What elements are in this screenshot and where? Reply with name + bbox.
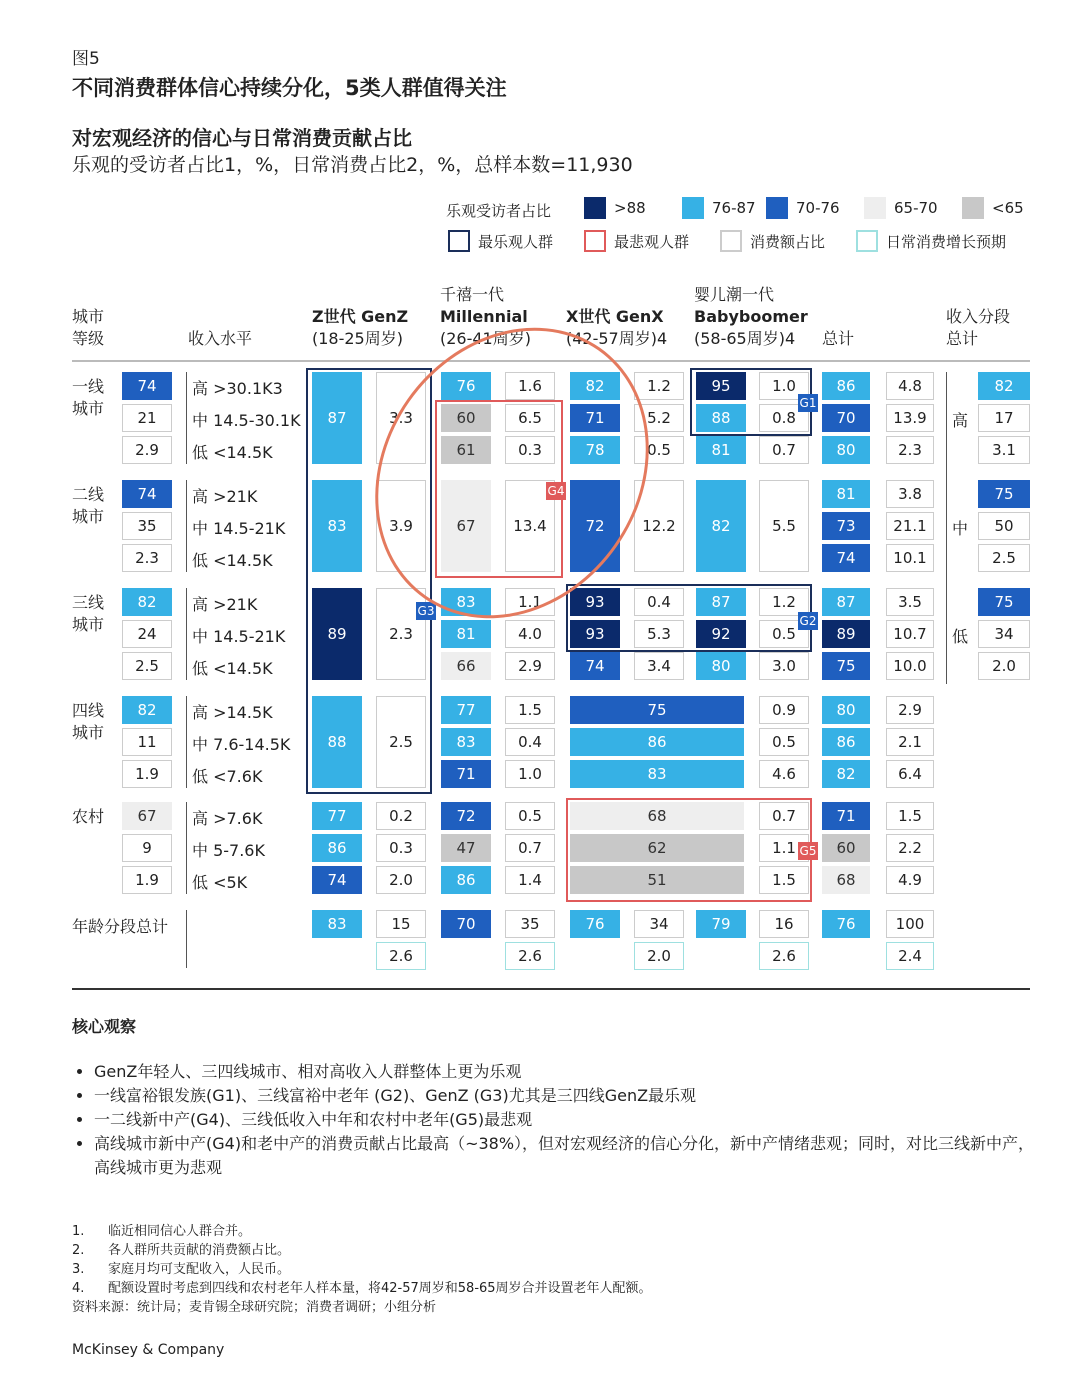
income-divider (186, 372, 187, 464)
spend-share-cell: 2.1 (886, 728, 934, 756)
optimism-cell: 74 (570, 652, 620, 680)
optimism-cell: 60 (822, 834, 870, 862)
header-line: (42-57周岁)4 (566, 329, 668, 348)
observations-list (72, 1060, 1044, 1180)
spend-share-cell: 21.1 (886, 512, 934, 540)
legend-box (856, 230, 1006, 252)
header-line: (26-41周岁) (440, 329, 531, 348)
header-total (822, 328, 854, 350)
spend-share-cell: 0.3 (376, 834, 426, 862)
city-share-cell: 11 (122, 728, 172, 756)
city-share-cell: 74 (122, 480, 172, 508)
source-line: 资料来源：统计局；麦肯锡全球研究院；消费者调研；小组分析 (72, 1300, 437, 1315)
city-share-cell: 1.9 (122, 760, 172, 788)
spend-share-cell: 0.4 (634, 588, 684, 616)
income-tier-label: 中 (952, 519, 969, 538)
legend-box (448, 230, 553, 252)
legend-bin-label: 65-70 (894, 199, 938, 217)
spend-share-cell: 1.2 (759, 588, 809, 616)
observation-item: • 高线城市新中产(G4)和老中产的消费贡献占比最高（~38%），但对宏观经济的信心分化，新中产情绪悲观；同时，对比三线新中产，高线城市更为悲观 (94, 1132, 1044, 1180)
income-divider (186, 480, 187, 572)
observation-item: • GenZ年轻人、三四线城市、相对高收入人群整体上更为乐观 (94, 1060, 1044, 1084)
optimism-cell: 80 (822, 436, 870, 464)
age-total-optimism-cell: 76 (822, 910, 870, 938)
city-label (72, 376, 112, 420)
city-label (72, 700, 112, 744)
optimism-cell: 89 (312, 588, 362, 680)
optimism-cell: 51 (570, 866, 744, 894)
legend-bin-label: 70-76 (796, 199, 840, 217)
legend-box-swatch (584, 230, 606, 252)
spend-share-cell: 1.0 (505, 760, 555, 788)
income-label: 低 <14.5K (192, 659, 273, 678)
optimism-cell: 68 (570, 802, 744, 830)
header-line: 收入水平 (188, 329, 253, 348)
income-label: 中 14.5-30.1K (192, 411, 301, 430)
legend-bin-label: >88 (614, 199, 646, 217)
optimism-cell: 86 (312, 834, 362, 862)
city-share-cell: 2.3 (122, 544, 172, 572)
spend-share-cell: 0.7 (759, 436, 809, 464)
legend-box-swatch (720, 230, 742, 252)
income-total-cell: 17 (978, 404, 1030, 432)
header-line: 城市 (72, 307, 105, 326)
header-line: 千禧一代 (440, 285, 505, 304)
optimism-cell: 87 (822, 588, 870, 616)
city-share-cell: 82 (122, 696, 172, 724)
spend-share-cell: 0.5 (759, 620, 809, 648)
legend-bin (584, 197, 646, 219)
optimism-cell: 89 (822, 620, 870, 648)
city-share-cell: 2.5 (122, 652, 172, 680)
group-tag-g4: G4 (547, 484, 565, 498)
optimism-cell: 75 (570, 696, 744, 724)
spend-share-cell: 1.4 (505, 866, 555, 894)
city-share-cell: 2.9 (122, 436, 172, 464)
spend-share-cell: 1.1 (759, 834, 809, 862)
optimism-cell: 72 (441, 802, 491, 830)
city-share-cell: 35 (122, 512, 172, 540)
age-total-optimism-cell: 70 (441, 910, 491, 938)
footnote-number: 3. (72, 1262, 85, 1277)
header-line: Babyboomer (694, 307, 808, 326)
legend-label: 乐观受访者占比 (446, 202, 552, 220)
legend-bin (864, 197, 938, 219)
group-outline-g2 (566, 584, 812, 652)
spend-share-cell: 1.0 (759, 372, 809, 400)
optimism-cell: 61 (441, 436, 491, 464)
income-tier-label: 低 (952, 627, 969, 646)
optimism-cell: 77 (441, 696, 491, 724)
legend-box-label: 日常消费增长预期 (886, 232, 1007, 251)
income-label: 高 >21K (192, 595, 258, 614)
income-label: 中 5-7.6K (192, 841, 265, 860)
legend-swatch (584, 197, 606, 219)
spend-share-cell: 10.1 (886, 544, 934, 572)
observation-item: • 一二线新中产(G4)、三线低收入中年和农村中老年(G5)最悲观 (94, 1108, 1044, 1132)
spend-share-cell: 2.0 (376, 866, 426, 894)
city-label (72, 484, 112, 528)
spend-share-cell: 1.5 (759, 866, 809, 894)
optimism-cell: 80 (822, 696, 870, 724)
spend-share-cell: 1.5 (505, 696, 555, 724)
spend-share-cell: 10.7 (886, 620, 934, 648)
income-total-divider (946, 372, 947, 684)
spend-share-cell: 0.4 (505, 728, 555, 756)
spend-share-cell: 0.2 (376, 802, 426, 830)
legend-box-label: 最乐观人群 (478, 232, 554, 251)
optimism-cell: 83 (441, 728, 491, 756)
optimism-cell: 81 (441, 620, 491, 648)
spend-share-cell: 4.0 (505, 620, 555, 648)
optimism-cell: 95 (696, 372, 746, 400)
income-total-cell: 50 (978, 512, 1030, 540)
group-tag-g3: G3 (417, 604, 435, 618)
city-share-cell: 74 (122, 372, 172, 400)
spend-share-cell: 2.9 (886, 696, 934, 724)
age-total-growth-cell: 2.6 (376, 942, 426, 970)
optimism-cell: 62 (570, 834, 744, 862)
city-label-line: 二线 (72, 485, 105, 504)
optimism-cell: 74 (822, 544, 870, 572)
age-total-optimism-cell: 79 (696, 910, 746, 938)
group-tag-g2: G2 (799, 614, 817, 628)
optimism-cell: 60 (441, 404, 491, 432)
optimism-cell: 73 (822, 512, 870, 540)
age-totals-divider (186, 910, 187, 968)
optimism-cell: 93 (570, 588, 620, 616)
optimism-cell: 77 (312, 802, 362, 830)
legend-box (720, 230, 825, 252)
income-label: 高 >30.1K3 (192, 379, 283, 398)
footnote-text: 配额设置时考虑到四线和农村老年人样本量，将42-57周岁和58-65周岁合并设置老年人配额。 (108, 1281, 652, 1296)
header-income (188, 328, 252, 350)
spend-share-cell: 5.3 (634, 620, 684, 648)
observations-title: 核心观察 (72, 1017, 137, 1036)
income-total-cell: 34 (978, 620, 1030, 648)
spend-share-cell: 10.0 (886, 652, 934, 680)
spend-share-cell: 3.3 (376, 372, 426, 464)
optimism-cell: 76 (441, 372, 491, 400)
spend-share-cell: 2.3 (886, 436, 934, 464)
age-totals-label: 年龄分段总计 (72, 917, 169, 936)
income-tier-label: 高 (952, 411, 969, 430)
brand-footer: McKinsey & Company (72, 1342, 225, 1358)
header-genz (312, 306, 408, 350)
figure-label: 图5 (72, 49, 100, 69)
optimism-cell: 70 (822, 404, 870, 432)
optimism-cell: 72 (570, 480, 620, 572)
optimism-cell: 82 (570, 372, 620, 400)
footnote-text: 家庭月均可支配收入，人民币。 (108, 1262, 291, 1277)
optimism-cell: 74 (312, 866, 362, 894)
spend-share-cell: 3.5 (886, 588, 934, 616)
age-total-share-cell: 16 (759, 910, 809, 938)
income-divider (186, 696, 187, 788)
optimism-cell: 88 (696, 404, 746, 432)
income-divider (186, 802, 187, 894)
legend-swatch (962, 197, 984, 219)
optimism-cell: 93 (570, 620, 620, 648)
legend-bin (766, 197, 840, 219)
age-total-optimism-cell: 83 (312, 910, 362, 938)
income-label: 中 14.5-21K (192, 627, 286, 646)
legend-box-swatch (448, 230, 470, 252)
income-total-cell: 2.0 (978, 652, 1030, 680)
spend-share-cell: 2.5 (376, 696, 426, 788)
legend-box-label: 消费额占比 (750, 232, 826, 251)
legend-bin-label: <65 (992, 199, 1024, 217)
city-label-line: 三线 (72, 593, 105, 612)
income-label: 低 <14.5K (192, 443, 273, 462)
footnote-number: 1. (72, 1224, 85, 1239)
spend-share-cell: 1.2 (634, 372, 684, 400)
group-tag-g1: G1 (799, 396, 817, 410)
spend-share-cell: 0.5 (759, 728, 809, 756)
header-line: X世代 GenX (566, 307, 664, 326)
footnote-text: 各人群所共贡献的消费额占比。 (108, 1243, 291, 1258)
spend-share-cell: 0.8 (759, 404, 809, 432)
age-total-share-cell: 34 (634, 910, 684, 938)
legend-swatch (682, 197, 704, 219)
divider (72, 988, 1030, 990)
spend-share-cell: 3.8 (886, 480, 934, 508)
legend-swatch (766, 197, 788, 219)
spend-share-cell: 6.4 (886, 760, 934, 788)
income-label: 高 >21K (192, 487, 258, 506)
city-share-cell: 67 (122, 802, 172, 830)
header-line: (18-25周岁) (312, 329, 403, 348)
optimism-cell: 87 (312, 372, 362, 464)
income-label: 高 >7.6K (192, 809, 263, 828)
optimism-cell: 71 (822, 802, 870, 830)
spend-share-cell: 5.5 (759, 480, 809, 572)
city-share-cell: 24 (122, 620, 172, 648)
spend-share-cell: 0.9 (759, 696, 809, 724)
group-outline-g5 (566, 798, 812, 902)
city-label-line: 一线 (72, 377, 105, 396)
optimism-cell: 83 (441, 588, 491, 616)
spend-share-cell: 5.2 (634, 404, 684, 432)
header-line: 等级 (72, 329, 105, 348)
income-total-cell: 82 (978, 372, 1030, 400)
main-title: 不同消费群体信心持续分化，5类人群值得关注 (72, 76, 507, 100)
income-total-cell: 75 (978, 480, 1030, 508)
spend-share-cell: 0.5 (505, 802, 555, 830)
header-line: Z世代 GenZ (312, 307, 409, 326)
legend-box (584, 230, 689, 252)
optimism-cell: 81 (696, 436, 746, 464)
age-total-growth-cell: 2.0 (634, 942, 684, 970)
city-share-cell: 82 (122, 588, 172, 616)
city-label-line: 城市 (72, 507, 105, 526)
legend-box-swatch (856, 230, 878, 252)
header-line: Millennial (440, 307, 528, 326)
spend-share-cell: 2.2 (886, 834, 934, 862)
chart-subtitle: 对宏观经济的信心与日常消费贡献占比 (72, 126, 412, 150)
spend-share-cell: 3.4 (634, 652, 684, 680)
income-total-cell: 3.1 (978, 436, 1030, 464)
city-label (72, 592, 112, 636)
income-divider (186, 588, 187, 680)
header-city (72, 306, 104, 350)
city-label-line: 城市 (72, 615, 105, 634)
age-total-growth-cell: 2.6 (505, 942, 555, 970)
optimism-cell: 66 (441, 652, 491, 680)
city-label-line: 四线 (72, 701, 105, 720)
optimism-cell: 71 (441, 760, 491, 788)
optimism-cell: 78 (570, 436, 620, 464)
group-tag-g5: G5 (799, 844, 817, 858)
header-income-total (946, 306, 1010, 350)
city-share-cell: 9 (122, 834, 172, 862)
optimism-cell: 86 (441, 866, 491, 894)
observation-item: • 一线富裕银发族(G1)、三线富裕中老年 (G2)、GenZ (G3)尤其是三四线GenZ最乐观 (94, 1084, 1044, 1108)
spend-share-cell: 1.1 (505, 588, 555, 616)
spend-share-cell: 1.5 (886, 802, 934, 830)
legend-box-label: 最悲观人群 (614, 232, 690, 251)
optimism-cell: 86 (822, 372, 870, 400)
spend-share-cell: 3.9 (376, 480, 426, 572)
city-label-line: 农村 (72, 807, 105, 826)
income-label: 中 14.5-21K (192, 519, 286, 538)
city-label-line: 城市 (72, 399, 105, 418)
income-label: 高 >14.5K (192, 703, 273, 722)
legend-bin-label: 76-87 (712, 199, 756, 217)
spend-share-cell: 13.9 (886, 404, 934, 432)
optimism-cell: 47 (441, 834, 491, 862)
optimism-cell: 83 (570, 760, 744, 788)
header-line: 总计 (822, 329, 855, 348)
age-total-optimism-cell: 76 (570, 910, 620, 938)
spend-share-cell: 4.9 (886, 866, 934, 894)
city-label (72, 806, 112, 828)
income-total-cell: 2.5 (978, 544, 1030, 572)
optimism-cell: 67 (441, 480, 491, 572)
spend-share-cell: 13.4 (505, 480, 555, 572)
units-line: 乐观的受访者占比1，%，日常消费占比2，%，总样本数=11,930 (72, 154, 633, 176)
age-total-share-cell: 100 (886, 910, 934, 938)
spend-share-cell: 12.2 (634, 480, 684, 572)
spend-share-cell: 2.3 (376, 588, 426, 680)
spend-share-cell: 0.3 (505, 436, 555, 464)
age-total-share-cell: 15 (376, 910, 426, 938)
income-total-cell: 75 (978, 588, 1030, 616)
optimism-cell: 68 (822, 866, 870, 894)
legend-bin (962, 197, 1024, 219)
optimism-cell: 88 (312, 696, 362, 788)
income-label: 低 <5K (192, 873, 248, 892)
header-line: (58-65周岁)4 (694, 329, 796, 348)
optimism-cell: 83 (312, 480, 362, 572)
spend-share-cell: 2.9 (505, 652, 555, 680)
footnote-text: 临近相同信心人群合并。 (108, 1224, 252, 1239)
footnote-number: 4. (72, 1281, 85, 1296)
spend-share-cell: 0.7 (759, 802, 809, 830)
spend-share-cell: 4.8 (886, 372, 934, 400)
spend-share-cell: 0.5 (634, 436, 684, 464)
age-total-growth-cell: 2.4 (886, 942, 934, 970)
income-label: 中 7.6-14.5K (192, 735, 291, 754)
city-share-cell: 21 (122, 404, 172, 432)
optimism-cell: 86 (570, 728, 744, 756)
income-label: 低 <7.6K (192, 767, 263, 786)
city-share-cell: 1.9 (122, 866, 172, 894)
header-line: 收入分段 (946, 307, 1011, 326)
optimism-cell: 71 (570, 404, 620, 432)
spend-share-cell: 3.0 (759, 652, 809, 680)
optimism-cell: 81 (822, 480, 870, 508)
legend-bin (682, 197, 756, 219)
age-total-share-cell: 35 (505, 910, 555, 938)
optimism-cell: 86 (822, 728, 870, 756)
optimism-cell: 82 (822, 760, 870, 788)
optimism-cell: 87 (696, 588, 746, 616)
spend-share-cell: 1.6 (505, 372, 555, 400)
group-outline-g1 (690, 368, 812, 436)
optimism-cell: 80 (696, 652, 746, 680)
optimism-cell: 92 (696, 620, 746, 648)
spend-share-cell: 6.5 (505, 404, 555, 432)
footnotes (72, 1222, 652, 1317)
footnote-number: 2. (72, 1243, 85, 1258)
header-line: 总计 (946, 329, 979, 348)
city-label-line: 城市 (72, 723, 105, 742)
spend-share-cell: 4.6 (759, 760, 809, 788)
header-line: 婴儿潮一代 (694, 285, 775, 304)
spend-share-cell: 0.7 (505, 834, 555, 862)
age-total-growth-cell: 2.6 (759, 942, 809, 970)
header-boomer (694, 284, 808, 350)
income-label: 低 <14.5K (192, 551, 273, 570)
optimism-cell: 82 (696, 480, 746, 572)
optimism-cell: 75 (822, 652, 870, 680)
legend-swatch (864, 197, 886, 219)
